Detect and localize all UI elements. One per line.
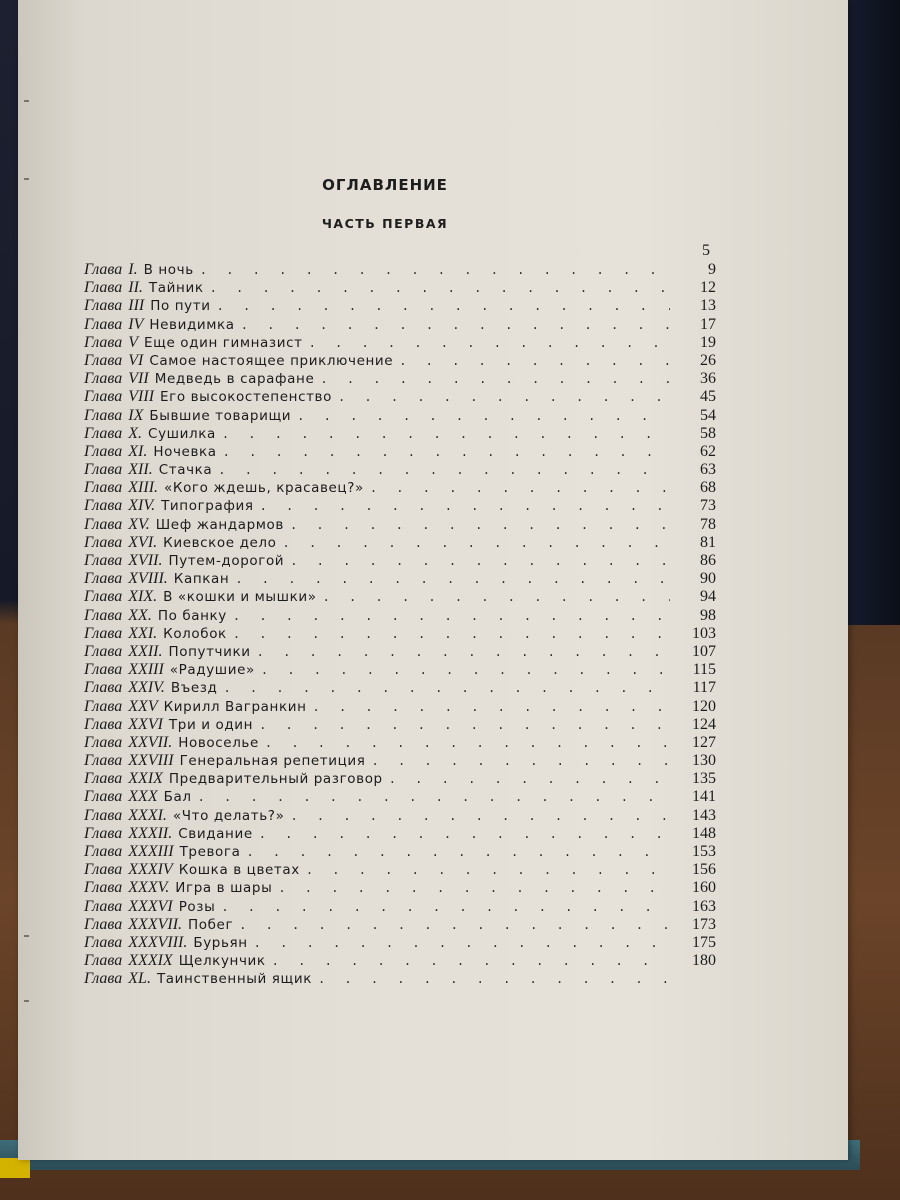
chapter-numeral: XIV. (128, 497, 156, 515)
page-number: 78 (700, 515, 716, 533)
toc-entry (84, 843, 716, 861)
chapter-numeral: XXVIII (128, 752, 174, 770)
chapter-title: Тревога (179, 844, 241, 860)
toc-entry (84, 643, 716, 661)
page-number: 81 (700, 533, 716, 551)
dot-leader (372, 754, 670, 768)
page-number: 63 (700, 461, 716, 479)
toc-entry (84, 443, 716, 461)
chapter-numeral: XIX. (128, 588, 158, 606)
toc-entry (84, 970, 716, 988)
page-number: 68 (700, 479, 716, 497)
chapter-title: Въезд (170, 680, 218, 697)
page-number: 141 (692, 788, 716, 806)
toc-entry (84, 625, 716, 643)
binding-stitch (24, 935, 29, 937)
page-number: 45 (700, 388, 716, 406)
chapter-label: Глава (84, 715, 123, 733)
chapter-numeral: XXX (128, 788, 158, 806)
dot-leader (221, 900, 670, 914)
toc-entry (84, 770, 716, 788)
chapter-label: Глава (84, 843, 123, 860)
chapter-label: Глава (84, 279, 123, 297)
page-number: 86 (700, 552, 716, 569)
chapter-numeral: VI (128, 351, 144, 369)
chapter-label: Глава (84, 497, 123, 515)
chapter-title: Самое настоящее приключение (149, 352, 394, 369)
page-number: 160 (692, 879, 716, 897)
chapter-numeral: IV (128, 315, 144, 333)
page-number: 173 (692, 915, 716, 933)
toc-entry (84, 952, 716, 970)
chapter-label: Глава (84, 970, 123, 988)
chapter-title: Шеф жандармов (155, 516, 284, 533)
chapter-label: Глава (84, 461, 123, 479)
chapter-title: «Радушие» (169, 662, 255, 679)
chapter-label: Глава (84, 770, 123, 788)
chapter-numeral: XVII. (128, 552, 163, 569)
dot-leader (370, 481, 670, 495)
toc-entry (84, 479, 716, 497)
dot-leader (297, 409, 670, 423)
page-number: 9 (708, 261, 716, 278)
dot-leader (210, 281, 670, 295)
toc-entry (84, 752, 716, 770)
chapter-label: Глава (84, 315, 123, 333)
chapter-label: Глава (84, 861, 123, 879)
chapter-numeral: XXXII. (128, 824, 173, 842)
chapter-numeral: XXXVII. (128, 915, 183, 933)
toc-entry (84, 879, 716, 897)
page-number: 156 (692, 861, 716, 879)
dot-leader (290, 809, 670, 823)
chapter-label: Глава (84, 297, 123, 315)
chapter-label: Глава (84, 479, 123, 497)
chapter-title: Тайник (148, 280, 204, 297)
toc-entry (84, 607, 716, 625)
chapter-numeral: XXIV. (128, 679, 165, 697)
page-number: 62 (700, 442, 716, 460)
toc-entry (84, 861, 716, 879)
page-number: 103 (692, 624, 716, 642)
chapter-title: Сушилка (148, 425, 216, 442)
chapter-label: Глава (84, 588, 123, 606)
chapter-title: Предварительный разговор (168, 771, 383, 788)
dot-leader (290, 554, 670, 568)
chapter-title: Три и один (168, 716, 254, 733)
dot-leader (259, 718, 670, 732)
chapter-title: Капкан (173, 571, 230, 588)
chapter-title: Бывшие товарищи (149, 407, 292, 424)
dot-leader (198, 790, 670, 804)
chapter-numeral: XII. (128, 461, 153, 479)
dot-leader (389, 772, 670, 786)
chapter-label: Глава (84, 933, 123, 951)
toc-entry (84, 297, 716, 315)
page-number: 143 (692, 806, 716, 824)
chapter-numeral: III (128, 297, 145, 315)
toc-heading: ОГЛАВЛЕНИЕ (322, 176, 448, 194)
chapter-title: Его высокостепенство (160, 389, 332, 406)
chapter-label: Глава (84, 642, 123, 660)
toc-entry (84, 679, 716, 697)
binding-stitch (24, 178, 29, 180)
chapter-title: По банку (157, 607, 227, 624)
chapter-title: В ночь (143, 262, 194, 278)
chapter-title: Кошка в цветах (178, 862, 300, 879)
chapter-title: Кирилл Вагранкин (163, 698, 307, 715)
page-number: 94 (700, 588, 716, 606)
chapter-title: Игра в шары (175, 880, 273, 897)
toc-entry (84, 261, 716, 279)
toc-entry (84, 661, 716, 679)
chapter-numeral: VII (128, 370, 149, 388)
chapter-title: Свидание (178, 825, 253, 842)
chapter-numeral: XX. (128, 606, 152, 624)
dot-leader (259, 827, 670, 841)
dot-leader (318, 972, 670, 986)
toc-entry (84, 788, 716, 806)
chapter-numeral: XXVI (128, 715, 163, 733)
toc-entry (84, 407, 716, 425)
chapter-label: Глава (84, 351, 123, 369)
chapter-numeral: XXXVIII. (128, 933, 188, 951)
dot-leader (235, 572, 670, 586)
page-number: 124 (692, 715, 716, 733)
toc-entry (84, 352, 716, 370)
chapter-title: Типография (161, 498, 254, 515)
page-number: 13 (700, 297, 716, 315)
chapter-label: Глава (84, 552, 123, 569)
page-number: 117 (692, 679, 716, 697)
dot-leader (223, 681, 670, 695)
dot-leader (399, 354, 670, 368)
page-number: 107 (692, 642, 716, 660)
toc-entry (84, 716, 716, 734)
page-number: 98 (700, 606, 716, 624)
chapter-title: Таинственный ящик (156, 971, 312, 988)
dot-leader (278, 881, 670, 895)
chapter-label: Глава (84, 733, 123, 751)
toc-entry (84, 916, 716, 934)
toc-entry (84, 934, 716, 952)
chapter-title: Бал (163, 789, 192, 806)
chapter-numeral: II. (128, 279, 143, 297)
chapter-title: Киевское дело (163, 534, 277, 551)
chapter-numeral: XXXIII (128, 843, 174, 860)
chapter-numeral: XXVII. (128, 733, 173, 751)
toc-entry (84, 807, 716, 825)
chapter-numeral: IX (128, 406, 144, 424)
page-number: 26 (700, 351, 716, 369)
dot-leader (306, 863, 670, 877)
intro-page-number: 5 (702, 242, 710, 259)
chapter-numeral: XXIII (128, 661, 164, 679)
toc-entry (84, 425, 716, 443)
chapter-label: Глава (84, 388, 123, 406)
chapter-label: Глава (84, 897, 123, 915)
chapter-title: Побег (188, 916, 234, 933)
chapter-numeral: XXXVI (128, 897, 173, 915)
chapter-numeral: VIII (128, 388, 155, 406)
chapter-title: Ночевка (153, 443, 217, 460)
page-number: 163 (692, 897, 716, 915)
chapter-numeral: V (128, 333, 139, 351)
chapter-label: Глава (84, 442, 123, 460)
page-number: 54 (700, 406, 716, 424)
chapter-label: Глава (84, 624, 123, 642)
dot-leader (241, 318, 670, 332)
bookmark-ribbon (0, 1158, 30, 1178)
page-number: 73 (700, 497, 716, 515)
chapter-title: Бурьян (193, 934, 248, 951)
chapter-title: Путем-дорогой (168, 553, 285, 569)
chapter-title: Щелкунчик (178, 953, 266, 970)
dot-leader (246, 845, 670, 859)
dot-leader (265, 736, 670, 750)
binding-stitch (24, 1000, 29, 1002)
toc-entry (84, 388, 716, 406)
chapter-title: Стачка (158, 462, 213, 479)
chapter-label: Глава (84, 915, 123, 933)
chapter-numeral: I. (128, 261, 138, 278)
chapter-label: Глава (84, 697, 123, 715)
toc-entry (84, 898, 716, 916)
dot-leader (257, 645, 670, 659)
chapter-label: Глава (84, 661, 123, 679)
chapter-label: Глава (84, 879, 123, 897)
chapter-title: Еще один гимназист (144, 334, 303, 351)
page-number: 153 (692, 843, 716, 860)
toc-entry (84, 698, 716, 716)
page-number: 12 (700, 279, 716, 297)
dot-leader (290, 518, 670, 532)
page-number: 175 (692, 933, 716, 951)
toc-entry (84, 825, 716, 843)
toc-entry (84, 334, 716, 352)
dot-leader (261, 663, 670, 677)
chapter-numeral: XL. (128, 970, 151, 988)
chapter-numeral: XXIX (128, 770, 163, 788)
chapter-title: Попутчики (168, 643, 251, 660)
dot-leader (200, 263, 670, 277)
dot-leader (338, 390, 670, 404)
dot-leader (283, 536, 670, 550)
dot-leader (309, 336, 670, 350)
chapter-label: Глава (84, 824, 123, 842)
chapter-label: Глава (84, 533, 123, 551)
dot-leader (233, 609, 670, 623)
chapter-numeral: XVI. (128, 533, 158, 551)
dot-leader (218, 463, 670, 477)
chapter-numeral: X. (128, 424, 143, 442)
toc-entry (84, 370, 716, 388)
page-number: 130 (692, 752, 716, 770)
chapter-numeral: XVIII. (128, 570, 168, 588)
toc-entry (84, 588, 716, 606)
page-number: 36 (700, 370, 716, 388)
toc-entry (84, 534, 716, 552)
chapter-numeral: XXXIV (128, 861, 173, 879)
chapter-numeral: XXI. (128, 624, 158, 642)
dot-leader (272, 954, 670, 968)
chapter-numeral: XXXI. (128, 806, 167, 824)
page-number: 148 (692, 824, 716, 842)
chapter-title: По пути (150, 298, 211, 315)
dot-leader (223, 445, 670, 459)
chapter-numeral: XXV (128, 697, 158, 715)
toc-entry (84, 316, 716, 334)
chapter-title: «Кого ждешь, красавец?» (164, 480, 364, 497)
dot-leader (222, 427, 670, 441)
chapter-label: Глава (84, 370, 123, 388)
dot-leader (313, 700, 671, 714)
chapter-numeral: XI. (128, 442, 148, 460)
page-number: 19 (700, 333, 716, 351)
dot-leader (239, 918, 670, 932)
chapter-title: Медведь в сарафане (154, 371, 315, 388)
binding-stitch (24, 100, 29, 102)
chapter-label: Глава (84, 424, 123, 442)
toc-entry (84, 734, 716, 752)
chapter-label: Глава (84, 261, 123, 278)
chapter-title: Розы (178, 898, 216, 915)
toc-entry (84, 497, 716, 515)
dot-leader (233, 627, 670, 641)
toc-entry (84, 279, 716, 297)
page-number: 127 (692, 733, 716, 751)
toc-list (84, 261, 716, 989)
chapter-label: Глава (84, 788, 123, 806)
page-number: 90 (700, 570, 716, 588)
part-heading: ЧАСТЬ ПЕРВАЯ (321, 216, 449, 231)
toc-entry (84, 516, 716, 534)
dot-leader (260, 499, 670, 513)
toc-entry (84, 461, 716, 479)
chapter-numeral: XXII. (128, 642, 163, 660)
page-number: 115 (692, 661, 716, 679)
dot-leader (320, 372, 670, 386)
chapter-title: Генеральная репетиция (179, 753, 366, 770)
chapter-title: В «кошки и мышки» (163, 589, 317, 606)
chapter-title: Новоселье (178, 734, 259, 751)
dot-leader (323, 590, 670, 604)
dot-leader (217, 299, 670, 313)
page-number: 17 (700, 315, 716, 333)
chapter-numeral: XXXV. (128, 879, 170, 897)
chapter-label: Глава (84, 806, 123, 824)
chapter-label: Глава (84, 333, 123, 351)
chapter-label: Глава (84, 606, 123, 624)
chapter-label: Глава (84, 679, 123, 697)
chapter-label: Глава (84, 570, 123, 588)
page-number: 58 (700, 424, 716, 442)
page-number: 180 (692, 952, 716, 970)
chapter-title: «Что делать?» (172, 807, 285, 824)
chapter-numeral: XIII. (128, 479, 159, 497)
toc-entry (84, 570, 716, 588)
chapter-title: Колобок (163, 625, 227, 642)
chapter-numeral: XV. (128, 515, 150, 533)
chapter-title: Невидимка (149, 316, 235, 333)
chapter-numeral: XXXIX (128, 952, 173, 970)
chapter-label: Глава (84, 406, 123, 424)
page-number: 135 (692, 770, 716, 788)
toc-entry (84, 552, 716, 570)
chapter-label: Глава (84, 952, 123, 970)
dot-leader (254, 936, 670, 950)
chapter-label: Глава (84, 515, 123, 533)
chapter-label: Глава (84, 752, 123, 770)
page-number: 120 (692, 697, 716, 715)
